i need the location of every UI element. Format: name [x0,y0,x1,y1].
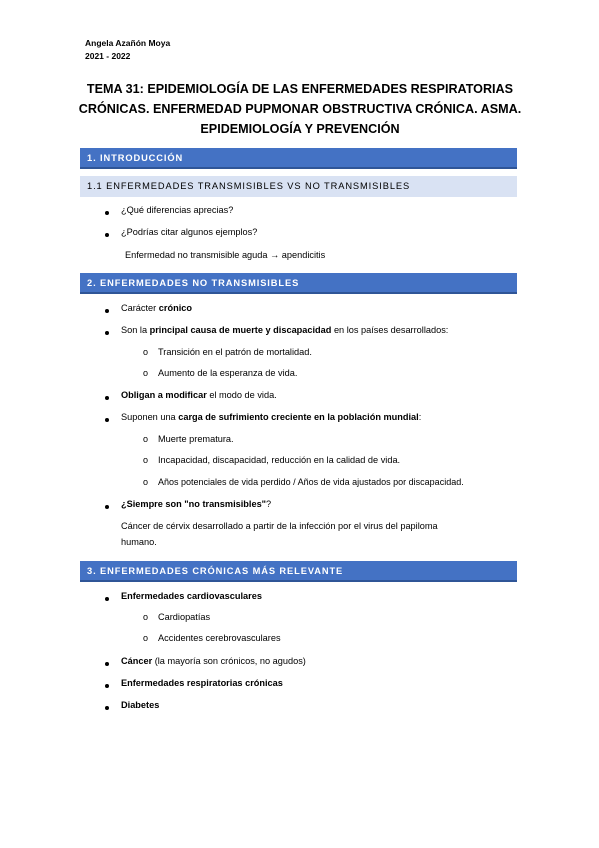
paragraph-text: Cáncer de cérvix desarrollado a partir de la infección por el virus del papiloma [121,521,438,531]
sub-list-item: Cardiopatías [158,612,211,622]
list-item: Cáncer (la mayoría son crónicos, no agudos) [121,656,306,666]
list-item: Son la principal causa de muerte y discapacidad en los países desarrollados: [121,325,449,335]
bullet-icon [105,597,109,601]
section-heading-introduccion: 1. INTRODUCCIÓN [80,148,517,169]
page-title [60,79,540,139]
sub-list-item: Muerte prematura. [158,434,234,444]
bullet-icon [105,505,109,509]
sub-bullet-icon: o [143,434,149,444]
list-item: Enfermedades cardiovasculares [121,591,262,601]
list-item: Enfermedades respiratorias crónicas [121,678,283,688]
academic-year: 2021 - 2022 [85,51,131,61]
author-name: Angela Azañón Moya [85,38,171,48]
title-line-2: CRÓNICAS. ENFERMEDAD PUPMONAR OBSTRUCTIVA CRÓNICA. ASMA. [78,102,522,116]
sub-list-item: Años potenciales de vida perdido / Años de vida ajustados por discapacidad. [158,477,464,487]
list-item: ¿Siempre son "no transmisibles"? [121,499,272,509]
section-heading-cronicas: 3. ENFERMEDADES CRÓNICAS MÁS RELEVANTE [80,561,517,582]
sub-bullet-icon: o [143,347,149,357]
list-item: Carácter crónico [121,303,192,313]
bullet-icon [105,662,109,666]
sub-bullet-icon: o [143,633,149,643]
bullet-icon [105,331,109,335]
title-line-3: EPIDEMIOLOGÍA Y PREVENCIÓN [200,122,400,136]
list-item: Suponen una carga de sufrimiento creciente en la población mundial: [121,412,422,422]
subsection-heading-transmisibles: 1.1 ENFERMEDADES TRANSMISIBLES VS NO TRANSMISIBLES [80,176,517,197]
paragraph-text: humano. [121,537,157,547]
sub-list-item: Accidentes cerebrovasculares [158,633,281,643]
bullet-icon [105,211,109,215]
bullet-icon [105,396,109,400]
example-text: Enfermedad no transmisible aguda → apendicitis [125,250,326,260]
sub-bullet-icon: o [143,455,149,465]
section-heading-no-transmisibles: 2. ENFERMEDADES NO TRANSMISIBLES [80,273,517,294]
bullet-icon [105,418,109,422]
bullet-icon [105,684,109,688]
list-item: Diabetes [121,700,160,710]
sub-list-item: Aumento de la esperanza de vida. [158,368,298,378]
list-item: ¿Podrías citar algunos ejemplos? [121,227,258,237]
bullet-icon [105,309,109,313]
sub-list-item: Transición en el patrón de mortalidad. [158,347,312,357]
list-item: Obligan a modificar el modo de vida. [121,390,277,400]
sub-bullet-icon: o [143,477,149,487]
title-line-1: TEMA 31: EPIDEMIOLOGÍA DE LAS ENFERMEDADES RESPIRATORIAS [86,82,514,96]
bullet-icon [105,706,109,710]
bullet-icon [105,233,109,237]
sub-bullet-icon: o [143,612,149,622]
list-item: ¿Qué diferencias aprecias? [121,205,234,215]
sub-bullet-icon: o [143,368,149,378]
sub-list-item: Incapacidad, discapacidad, reducción en la calidad de vida. [158,455,401,465]
